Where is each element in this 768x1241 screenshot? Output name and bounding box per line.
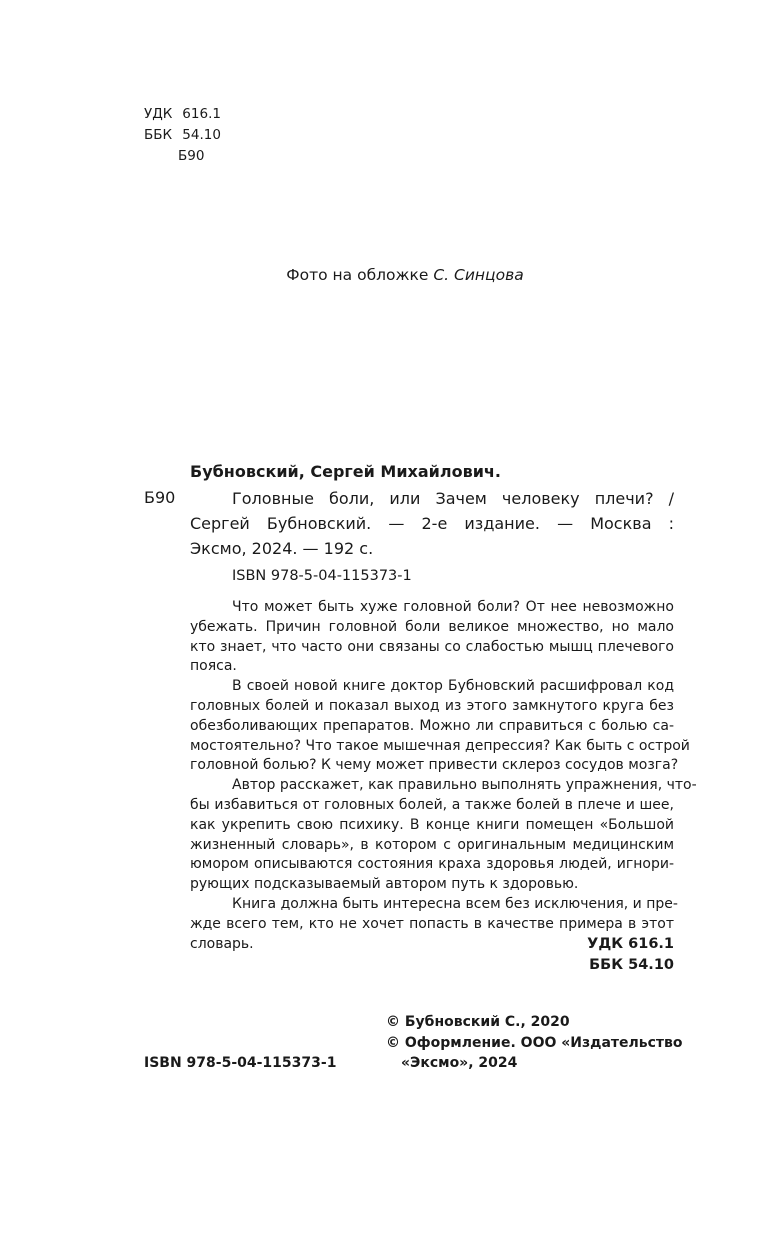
annotation-line: как укрепить свою психику. В конце книги помещен «Большой bbox=[190, 816, 674, 833]
catalog-line: Сергей Бубновский. — 2-е издание. — Москва : bbox=[190, 514, 674, 533]
catalog-isbn: ISBN 978-5-04-115373-1 bbox=[232, 568, 412, 584]
bbk-value: 54.10 bbox=[182, 127, 221, 143]
udk-line bbox=[144, 104, 221, 125]
footer-bbk: ББК 54.10 bbox=[589, 956, 674, 973]
copyright-design-cont: «Эксмо», 2024 bbox=[401, 1055, 518, 1071]
annotation-line: словарь. bbox=[190, 935, 254, 952]
annotation-line: юмором описываются состояния краха здоровья людей, игнори- bbox=[190, 856, 674, 873]
catalog-code: Б90 bbox=[144, 488, 176, 507]
annotation-line: Что может быть хуже головной боли? От нее невозможно bbox=[232, 599, 674, 615]
annotation-line: обезболивающих препаратов. Можно ли справиться с болью са- bbox=[190, 717, 674, 734]
catalog-line: Головные боли, или Зачем человеку плечи? / bbox=[232, 489, 674, 508]
photo-credit-name: С. Синцова bbox=[433, 266, 524, 284]
annotation-line: бы избавиться от головных болей, а также болей в плече и шее, bbox=[190, 796, 674, 813]
annotation-line: рующих подсказываемый автором путь к здоровью. bbox=[190, 876, 579, 893]
annotation-line: кто знает, что часто они связаны со слабостью мышц плечевого bbox=[190, 638, 674, 655]
annotation-line: пояса. bbox=[190, 658, 237, 675]
annotation bbox=[190, 598, 697, 954]
annotation-line: В своей новой книге доктор Бубновский расшифровал код bbox=[232, 678, 674, 695]
annotation-line: жизненный словарь», в котором с оригинальным медицинским bbox=[190, 836, 674, 853]
author-mark: Б90 bbox=[178, 148, 205, 164]
annotation-line: жде всего тем, кто не хочет попасть в качестве примера в этот bbox=[190, 915, 674, 932]
photo-credit-prefix: Фото на обложке bbox=[286, 266, 429, 284]
bbk-label: ББК bbox=[144, 127, 173, 143]
annotation-line: убежать. Причин головной боли великое множество, но мало bbox=[190, 618, 674, 635]
photo-credit bbox=[0, 266, 768, 284]
copyright-author: © Бубновский С., 2020 bbox=[386, 1014, 570, 1030]
annotation-line: мостоятельно? Что такое мышечная депрессия? Как быть с острой bbox=[190, 737, 690, 754]
footer-udk: УДК 616.1 bbox=[587, 936, 674, 952]
catalog-line: Эксмо, 2024. — 192 с. bbox=[190, 539, 374, 558]
udk-label: УДК bbox=[144, 106, 173, 122]
copyright-block bbox=[386, 1012, 683, 1074]
bbk-line bbox=[144, 125, 221, 146]
udk-value: 616.1 bbox=[182, 106, 221, 122]
catalog-author: Бубновский, Сергей Михайлович. bbox=[190, 462, 501, 481]
annotation-line: Автор расскажет, как правильно выполнять упражнения, что- bbox=[232, 777, 697, 794]
annotation-line: головной болью? К чему может привести склероз сосудов мозга? bbox=[190, 757, 679, 774]
isbn-bottom: ISBN 978-5-04-115373-1 bbox=[144, 1055, 337, 1071]
annotation-line: головных болей и показал выход из этого замкнутого круга без bbox=[190, 697, 674, 714]
annotation-line: Книга должна быть интересна всем без исключения, и пре- bbox=[232, 895, 678, 912]
footer-classification bbox=[587, 934, 674, 975]
copyright-design: © Оформление. ООО «Издательство bbox=[386, 1034, 683, 1051]
catalog-description bbox=[190, 486, 674, 561]
